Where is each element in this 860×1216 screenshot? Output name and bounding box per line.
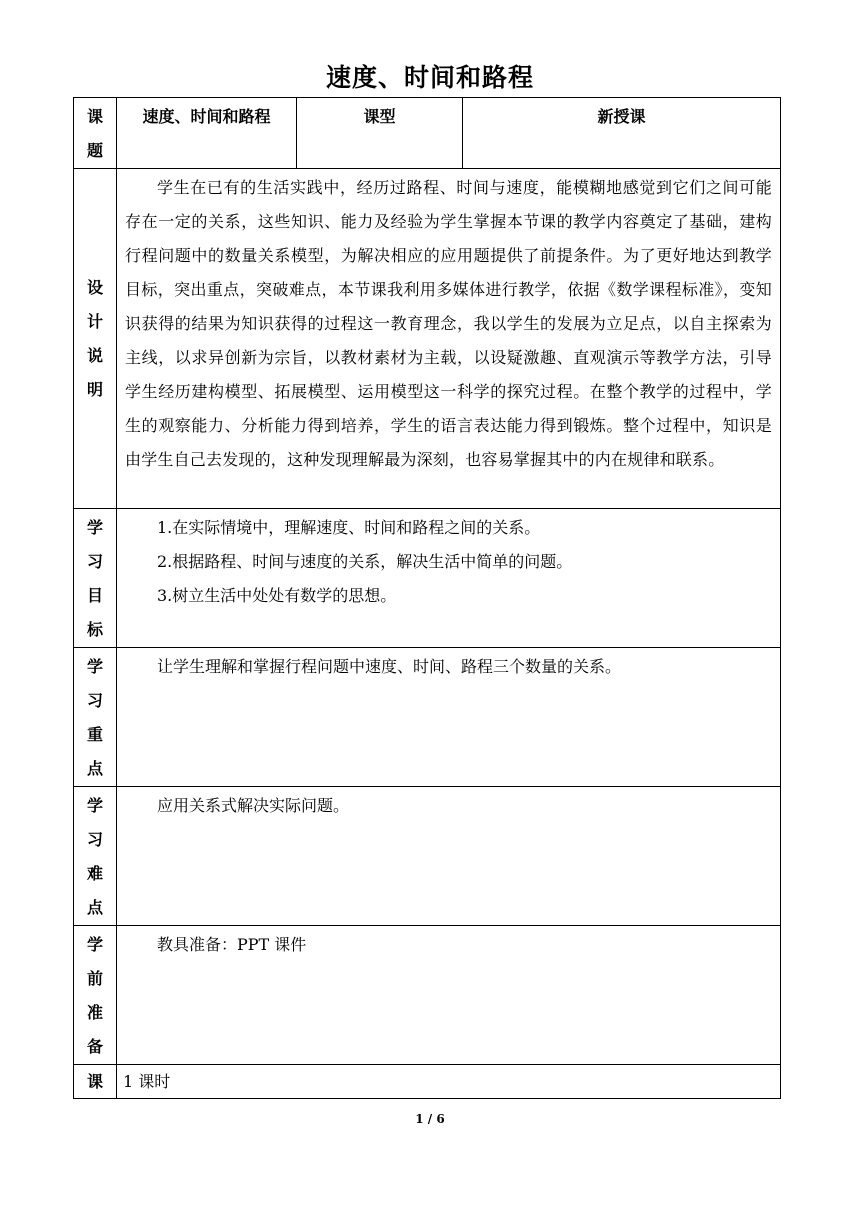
type-label: 课型 bbox=[363, 107, 396, 126]
keypoint-content-cell bbox=[117, 648, 781, 787]
goals-label-cell bbox=[74, 509, 117, 648]
period-row bbox=[74, 1065, 781, 1099]
label-char: 学 bbox=[86, 935, 103, 954]
label-char: 重 bbox=[86, 725, 103, 744]
label-char: 难 bbox=[86, 864, 103, 883]
prep-row bbox=[74, 926, 781, 1065]
period-label: 课 bbox=[86, 1072, 103, 1091]
label-char: 学 bbox=[86, 657, 103, 676]
label-char: 点 bbox=[86, 759, 103, 778]
lesson-plan-table bbox=[73, 97, 781, 1099]
goals-content-cell bbox=[117, 509, 781, 648]
period-content-cell bbox=[117, 1065, 781, 1099]
difficulty-content-cell bbox=[117, 787, 781, 926]
label-char: 计 bbox=[86, 312, 103, 331]
design-label bbox=[74, 169, 116, 407]
page-number: 1 / 6 bbox=[415, 1112, 445, 1126]
label-char: 目 bbox=[86, 586, 103, 605]
prep-label bbox=[74, 926, 116, 1064]
goals-label bbox=[74, 509, 116, 647]
label-char: 课 bbox=[86, 107, 103, 126]
design-row bbox=[74, 169, 781, 509]
period-text: 1 课时 bbox=[123, 1072, 171, 1091]
period-label-cell bbox=[74, 1065, 117, 1099]
topic-value: 速度、时间和路程 bbox=[142, 107, 271, 126]
difficulty-label-cell bbox=[74, 787, 117, 926]
label-char: 题 bbox=[86, 141, 103, 160]
label-char: 准 bbox=[86, 1003, 103, 1022]
label-char: 习 bbox=[86, 691, 103, 710]
keypoint-row bbox=[74, 648, 781, 787]
label-char: 前 bbox=[86, 969, 103, 988]
difficulty-label bbox=[74, 787, 116, 925]
topic-label bbox=[74, 98, 116, 168]
label-char: 明 bbox=[86, 380, 103, 399]
type-value: 新授课 bbox=[597, 107, 646, 126]
topic-value-cell bbox=[117, 98, 297, 169]
prep-label-cell bbox=[74, 926, 117, 1065]
type-label-cell bbox=[297, 98, 463, 169]
prep-content-cell bbox=[117, 926, 781, 1065]
type-value-cell bbox=[463, 98, 781, 169]
label-char: 习 bbox=[86, 552, 103, 571]
topic-label-cell bbox=[74, 98, 117, 169]
keypoint-label-cell bbox=[74, 648, 117, 787]
goal-item: 3.树立生活中处处有数学的思想。 bbox=[157, 586, 397, 605]
difficulty-row bbox=[74, 787, 781, 926]
document-title: 速度、时间和路程 bbox=[325, 63, 534, 92]
prep-text: 教具准备：PPT 课件 bbox=[157, 935, 307, 954]
label-char: 习 bbox=[86, 830, 103, 849]
label-char: 学 bbox=[86, 796, 103, 815]
design-text: 学生在已有的生活实践中，经历过路程、时间与速度，能模糊地感觉到它们之间可能存在一定的关系，这些知识、能力及经验为学生掌握本节课的教学内容奠定了基础，建构行程问题中的数量关系模型，为解决相应的应用题提供了前提条件。为了更好地达到教学目标，突出重点，突破难点，本节课我利用多媒体进行教学，依据《数学课程标准》，变知识获得的结果为知识获得的过程这一教育理念，我以学生的发展为立足点，以自主探索为主线，以求异创新为宗旨，以教材素材为主载，以设疑激趣、直观演示等教学方法，引导学生经历建构模型、拓展模型、运用模型这一科学的探究过程。在整个教学的过程中，学生的观察能力、分析能力得到培养，学生的语言表达能力得到锻炼。整个过程中，知识是由学生自己去发现的，这种发现理解最为深刻，也容易掌握其中的内在规律和联系。 bbox=[125, 178, 772, 469]
keypoint-label bbox=[74, 648, 116, 786]
label-char: 说 bbox=[86, 346, 103, 365]
goal-item: 2.根据路程、时间与速度的关系，解决生活中简单的问题。 bbox=[157, 552, 573, 571]
goal-item: 1.在实际情境中，理解速度、时间和路程之间的关系。 bbox=[157, 518, 541, 537]
topic-row bbox=[74, 98, 781, 169]
design-label-cell bbox=[74, 169, 117, 509]
goals-list bbox=[117, 509, 780, 613]
label-char: 设 bbox=[86, 278, 103, 297]
goals-row bbox=[74, 509, 781, 648]
label-char: 点 bbox=[86, 898, 103, 917]
label-char: 标 bbox=[86, 620, 103, 639]
label-char: 备 bbox=[86, 1037, 103, 1056]
label-char: 学 bbox=[86, 518, 103, 537]
difficulty-text: 应用关系式解决实际问题。 bbox=[157, 796, 350, 815]
design-content-cell bbox=[117, 169, 781, 509]
keypoint-text: 让学生理解和掌握行程问题中速度、时间、路程三个数量的关系。 bbox=[157, 657, 622, 676]
